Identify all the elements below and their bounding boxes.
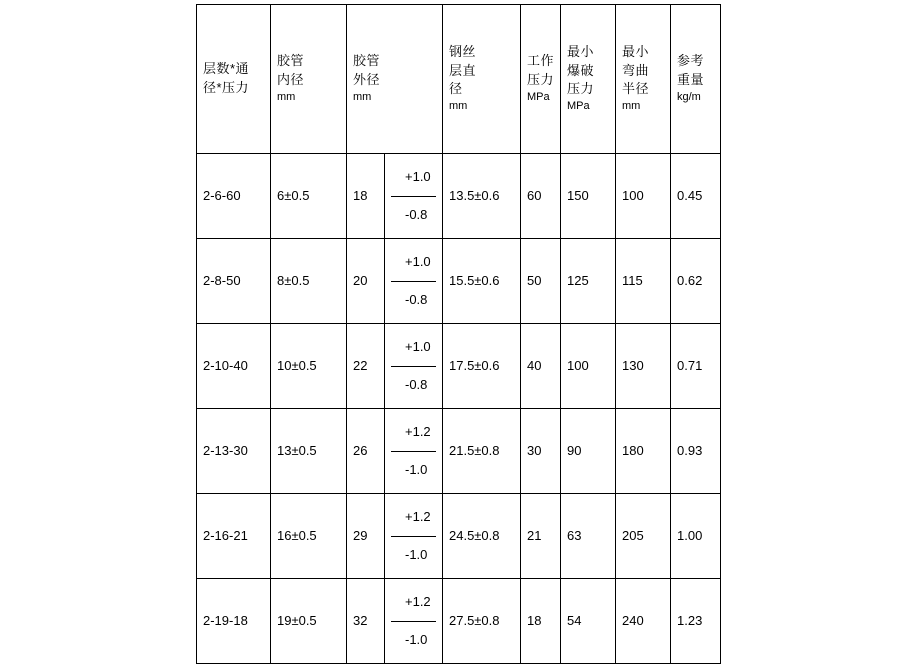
header-unit: MPa xyxy=(567,100,590,113)
cell-wire-diameter: 21.5±0.8 xyxy=(443,409,521,494)
hose-specification-table xyxy=(196,4,721,664)
header-hose-inner-diameter xyxy=(271,5,347,154)
tolerance-plus: +1.0 xyxy=(391,328,436,367)
header-label: 钢丝层直径 xyxy=(449,43,477,97)
cell-weight: 0.62 xyxy=(671,239,721,324)
tolerance-minus: -0.8 xyxy=(405,207,428,223)
tolerance-plus: +1.0 xyxy=(391,243,436,282)
cell-working-pressure: 50 xyxy=(521,239,561,324)
cell-outer-diameter: 22 xyxy=(347,324,385,409)
tolerance-minus: -0.8 xyxy=(405,292,428,308)
cell-bend-radius: 100 xyxy=(616,154,671,239)
cell-outer-diameter-tolerance xyxy=(385,409,443,494)
cell-outer-diameter: 32 xyxy=(347,579,385,664)
tolerance-plus: +1.2 xyxy=(391,498,436,537)
cell-wire-diameter: 17.5±0.6 xyxy=(443,324,521,409)
tolerance-minus: -1.0 xyxy=(405,547,428,563)
cell-outer-diameter-tolerance xyxy=(385,324,443,409)
cell-outer-diameter-tolerance xyxy=(385,239,443,324)
table-row xyxy=(197,324,721,409)
header-min-bend-radius xyxy=(616,5,671,154)
header-unit: kg/m xyxy=(677,90,701,103)
cell-bend-radius: 115 xyxy=(616,239,671,324)
cell-burst-pressure: 90 xyxy=(561,409,616,494)
header-label: 胶管内径 xyxy=(277,53,305,88)
cell-inner-diameter: 10±0.5 xyxy=(271,324,347,409)
header-wire-layer-diameter xyxy=(443,5,521,154)
table-row xyxy=(197,239,721,324)
cell-burst-pressure: 63 xyxy=(561,494,616,579)
cell-working-pressure: 30 xyxy=(521,409,561,494)
tolerance-plus: +1.2 xyxy=(391,583,436,622)
header-reference-weight xyxy=(671,5,721,154)
table-row xyxy=(197,579,721,664)
header-label: 最小爆破压力 xyxy=(567,43,595,97)
header-hose-outer-diameter xyxy=(347,5,443,154)
cell-outer-diameter-tolerance xyxy=(385,154,443,239)
cell-burst-pressure: 125 xyxy=(561,239,616,324)
cell-weight: 1.00 xyxy=(671,494,721,579)
cell-outer-diameter: 26 xyxy=(347,409,385,494)
header-unit: mm xyxy=(622,100,641,113)
tolerance-minus: -1.0 xyxy=(405,462,428,478)
table-body xyxy=(197,154,721,664)
tolerance-minus: -1.0 xyxy=(405,632,428,648)
cell-inner-diameter: 19±0.5 xyxy=(271,579,347,664)
cell-spec: 2-10-40 xyxy=(197,324,271,409)
cell-wire-diameter: 27.5±0.8 xyxy=(443,579,521,664)
cell-outer-diameter: 20 xyxy=(347,239,385,324)
cell-spec: 2-16-21 xyxy=(197,494,271,579)
header-label: 胶管外径 xyxy=(353,53,381,88)
header-unit: mm xyxy=(353,90,372,103)
cell-bend-radius: 240 xyxy=(616,579,671,664)
cell-spec: 2-19-18 xyxy=(197,579,271,664)
cell-weight: 1.23 xyxy=(671,579,721,664)
header-label: 参考重量 xyxy=(677,53,705,88)
cell-spec: 2-8-50 xyxy=(197,239,271,324)
header-label: 层数*通径*压力 xyxy=(203,61,250,95)
cell-working-pressure: 18 xyxy=(521,579,561,664)
cell-outer-diameter: 18 xyxy=(347,154,385,239)
table-row xyxy=(197,154,721,239)
cell-inner-diameter: 8±0.5 xyxy=(271,239,347,324)
cell-wire-diameter: 15.5±0.6 xyxy=(443,239,521,324)
cell-burst-pressure: 100 xyxy=(561,324,616,409)
table-row xyxy=(197,494,721,579)
cell-spec: 2-6-60 xyxy=(197,154,271,239)
header-layers-bore-pressure xyxy=(197,5,271,154)
cell-bend-radius: 205 xyxy=(616,494,671,579)
header-label: 工作压力 xyxy=(527,53,555,88)
tolerance-minus: -0.8 xyxy=(405,377,428,393)
cell-outer-diameter: 29 xyxy=(347,494,385,579)
cell-spec: 2-13-30 xyxy=(197,409,271,494)
cell-weight: 0.71 xyxy=(671,324,721,409)
tolerance-plus: +1.0 xyxy=(391,158,436,197)
cell-wire-diameter: 13.5±0.6 xyxy=(443,154,521,239)
cell-burst-pressure: 54 xyxy=(561,579,616,664)
header-working-pressure xyxy=(521,5,561,154)
cell-outer-diameter-tolerance xyxy=(385,579,443,664)
cell-working-pressure: 60 xyxy=(521,154,561,239)
table-row xyxy=(197,409,721,494)
header-unit: mm xyxy=(449,100,468,113)
cell-bend-radius: 130 xyxy=(616,324,671,409)
cell-working-pressure: 21 xyxy=(521,494,561,579)
tolerance-plus: +1.2 xyxy=(391,413,436,452)
cell-outer-diameter-tolerance xyxy=(385,494,443,579)
cell-weight: 0.45 xyxy=(671,154,721,239)
table-header-row xyxy=(197,5,721,154)
cell-inner-diameter: 6±0.5 xyxy=(271,154,347,239)
header-label: 最小弯曲半径 xyxy=(622,43,650,97)
header-unit: mm xyxy=(277,90,296,103)
cell-working-pressure: 40 xyxy=(521,324,561,409)
cell-inner-diameter: 13±0.5 xyxy=(271,409,347,494)
header-unit: MPa xyxy=(527,90,550,103)
header-min-burst-pressure xyxy=(561,5,616,154)
cell-wire-diameter: 24.5±0.8 xyxy=(443,494,521,579)
cell-bend-radius: 180 xyxy=(616,409,671,494)
cell-burst-pressure: 150 xyxy=(561,154,616,239)
cell-inner-diameter: 16±0.5 xyxy=(271,494,347,579)
cell-weight: 0.93 xyxy=(671,409,721,494)
